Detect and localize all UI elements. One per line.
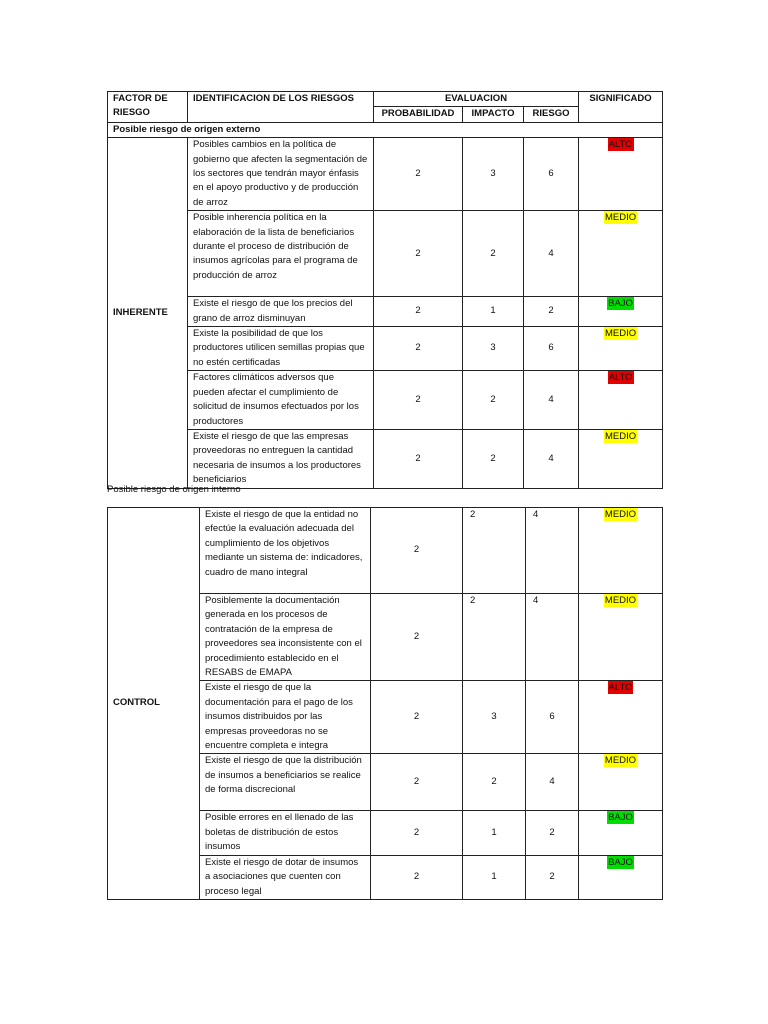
riesgo-value: 4: [526, 508, 579, 594]
probabilidad-value: 2: [374, 211, 463, 297]
significado-badge: BAJO: [608, 856, 633, 868]
impacto-value: 2: [463, 371, 524, 430]
riesgo-value: 2: [524, 297, 579, 327]
risk-description: Posible errores en el llenado de las boletas de distribución de estos insumos: [200, 811, 371, 855]
probabilidad-value: 2: [371, 855, 463, 899]
probabilidad-value: 2: [371, 754, 463, 811]
impacto-value: 3: [463, 681, 526, 754]
significado-badge: MEDIO: [604, 755, 637, 767]
significado-cell: [579, 211, 663, 297]
risk-description: Existe el riesgo de dotar de insumos a asociaciones que cuenten con proceso legal: [200, 855, 371, 899]
significado-badge: MEDIO: [604, 212, 637, 224]
header-riesgo: RIESGO: [524, 107, 579, 122]
header-evaluacion: EVALUACION: [374, 92, 579, 107]
riesgo-value: 6: [526, 681, 579, 754]
header-significado: SIGNIFICADO: [579, 92, 663, 123]
header-factor: FACTOR DE RIESGO: [108, 92, 188, 123]
factor-cell: CONTROL: [108, 508, 200, 900]
riesgo-value: 2: [526, 855, 579, 899]
impacto-value: 1: [463, 297, 524, 327]
risk-description: Existe el riesgo de que la documentación para el pago de los insumos distribuidos por las empresas proveedoras no se encuentre completa e integra: [200, 681, 371, 754]
risk-description: Posible inherencia política en la elaboración de la lista de beneficiarios durante el proceso de distribución de insumos agrícolas para el programa de producción de arroz: [188, 211, 374, 297]
riesgo-value: 4: [524, 429, 579, 488]
significado-cell: [579, 594, 663, 681]
risk-description: Posibles cambios en la política de gobierno que afecten la segmentación de los sectores que tendrán mayor énfasis en el apoyo productivo y de producción de arroz: [188, 138, 374, 211]
risk-description: Posiblemente la documentación generada en los procesos de contratación de la empresa de proveedores sea inconsistente con el procedimiento establecido en el RESABS de EMAPA: [200, 594, 371, 681]
table-row: [108, 508, 663, 594]
probabilidad-value: 2: [374, 429, 463, 488]
riesgo-value: 2: [526, 811, 579, 855]
significado-cell: [579, 681, 663, 754]
probabilidad-value: 2: [374, 327, 463, 371]
table-row: [108, 297, 663, 327]
significado-badge: MEDIO: [604, 595, 637, 606]
impacto-value: 2: [463, 211, 524, 297]
section-externo-label: Posible riesgo de origen externo: [108, 122, 663, 137]
impacto-value: 1: [463, 811, 526, 855]
table-row: [108, 327, 663, 371]
header-probabilidad: PROBABILIDAD: [374, 107, 463, 122]
impacto-value: 3: [463, 327, 524, 371]
riesgo-value: 4: [524, 211, 579, 297]
significado-cell: [579, 811, 663, 855]
impacto-value: 2: [463, 429, 524, 488]
risk-table-externo: [107, 91, 663, 489]
factor-cell: INHERENTE: [108, 138, 188, 488]
significado-badge: ALTO: [608, 682, 633, 694]
significado-cell: [579, 327, 663, 371]
significado-cell: [579, 429, 663, 488]
risk-description: Existe el riesgo de que la entidad no efectúe la evaluación adecuada del cumplimiento de los objetivos mediante un sistema de: indicadores, cuadro de mano integral: [200, 508, 371, 594]
riesgo-value: 6: [524, 327, 579, 371]
probabilidad-value: 2: [371, 811, 463, 855]
significado-badge: ALTO: [608, 139, 633, 151]
riesgo-value: 4: [526, 754, 579, 811]
significado-cell: [579, 297, 663, 327]
impacto-value: 2: [463, 754, 526, 811]
probabilidad-value: 2: [371, 508, 463, 594]
impacto-value: 1: [463, 855, 526, 899]
significado-cell: [579, 138, 663, 211]
probabilidad-value: 2: [374, 371, 463, 430]
probabilidad-value: 2: [371, 681, 463, 754]
header-identificacion: IDENTIFICACION DE LOS RIESGOS: [188, 92, 374, 123]
significado-cell: [579, 855, 663, 899]
significado-cell: [579, 371, 663, 430]
impacto-value: 3: [463, 138, 524, 211]
riesgo-value: 6: [524, 138, 579, 211]
probabilidad-value: 2: [374, 138, 463, 211]
risk-description: Existe el riesgo de que las empresas proveedoras no entreguen la cantidad necesaria de insumos a los productores beneficiarios: [188, 429, 374, 488]
risk-description: Existe el riesgo de que la distribución de insumos a beneficiarios se realice de forma discrecional: [200, 754, 371, 811]
significado-badge: BAJO: [608, 298, 633, 310]
riesgo-value: 4: [524, 371, 579, 430]
significado-badge: MEDIO: [604, 430, 637, 442]
risk-description: Existe el riesgo de que los precios del grano de arroz disminuyan: [188, 297, 374, 327]
significado-cell: [579, 508, 663, 594]
risk-description: Existe la posibilidad de que los productores utilicen semillas propias que no estén certificadas: [188, 327, 374, 371]
significado-badge: ALTO: [608, 372, 633, 384]
significado-badge: BAJO: [608, 812, 633, 824]
header-impacto: IMPACTO: [463, 107, 524, 122]
probabilidad-value: 2: [374, 297, 463, 327]
riesgo-value: 4: [526, 594, 579, 681]
risk-table-interno: [107, 507, 663, 900]
significado-cell: [579, 754, 663, 811]
significado-badge: MEDIO: [604, 509, 637, 520]
significado-badge: MEDIO: [604, 328, 637, 340]
probabilidad-value: 2: [371, 594, 463, 681]
impacto-value: 2: [463, 594, 526, 681]
table-row: [108, 211, 663, 297]
impacto-value: 2: [463, 508, 526, 594]
risk-description: Factores climáticos adversos que pueden afectar el cumplimiento de solicitud de insumos efectuados por los productores: [188, 371, 374, 430]
table-row: [108, 371, 663, 430]
section-interno-label: Posible riesgo de origen interno: [107, 484, 241, 495]
table-row: [108, 138, 663, 211]
table-row: [108, 429, 663, 488]
